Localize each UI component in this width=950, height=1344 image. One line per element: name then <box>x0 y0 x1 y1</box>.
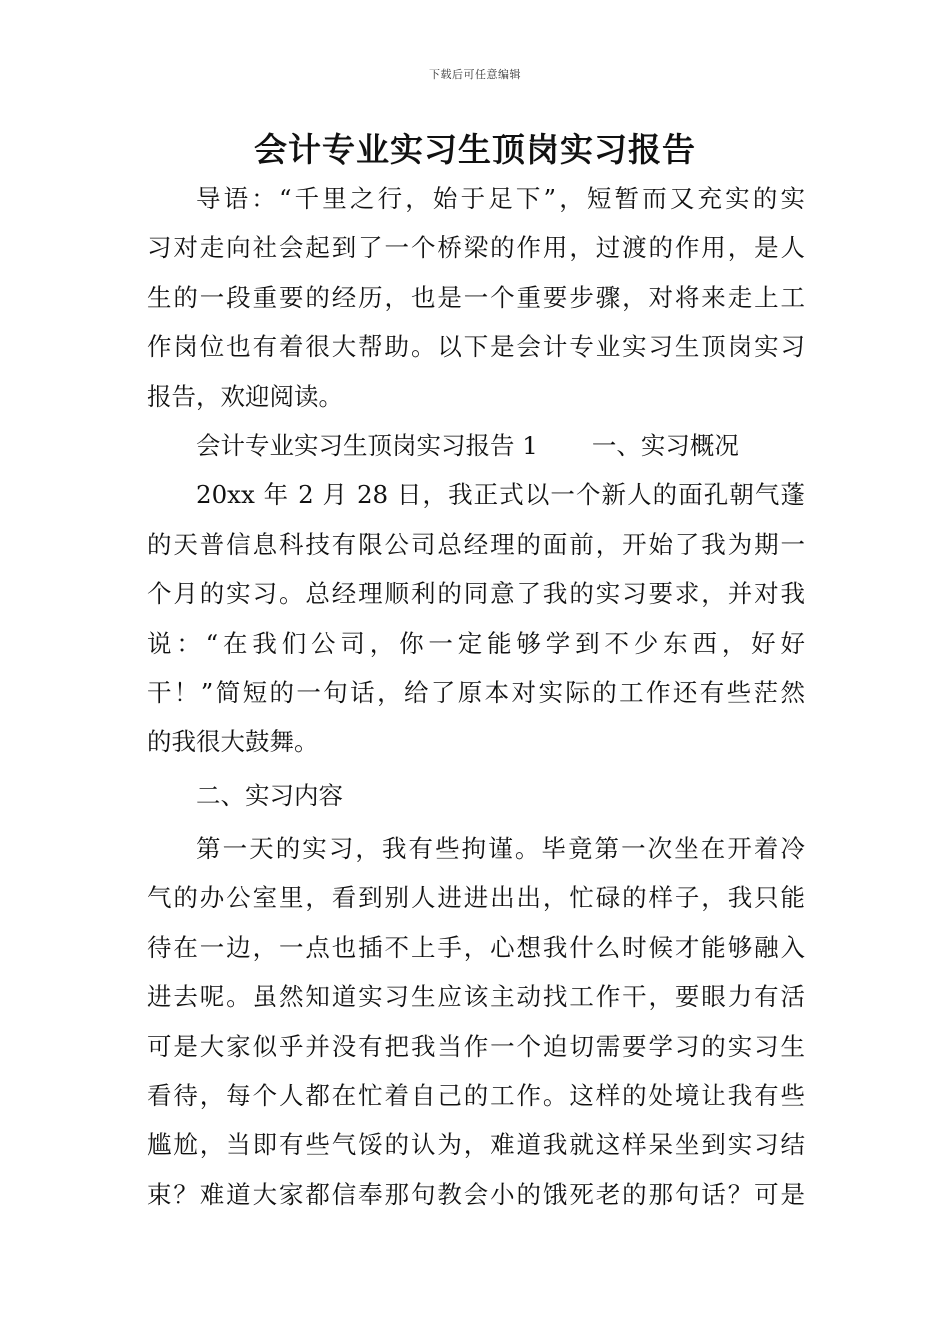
section-heading-content: 二、实习内容 <box>196 780 343 810</box>
section1-line: 说：“在我们公司，你一定能够学到不少东西，好好 <box>147 628 805 658</box>
intro-line: 报告，欢迎阅读。 <box>147 381 343 411</box>
section1-line: 的我很大鼓舞。 <box>147 727 319 757</box>
intro-line: 作岗位也有着很大帮助。以下是会计专业实习生顶岗实习 <box>147 332 805 362</box>
section2-line: 气的办公室里，看到别人进进出出，忙碌的样子，我只能 <box>147 883 805 913</box>
intro-line: 导语：“千里之行，始于足下”，短暂而又充实的实 <box>196 184 805 213</box>
section1-line: 干！”简短的一句话，给了原本对实际的工作还有些茫然 <box>147 677 805 707</box>
intro-line: 习对走向社会起到了一个桥梁的作用，过渡的作用，是人 <box>147 233 805 263</box>
section2-paragraph <box>147 824 805 1219</box>
section2-line: 进去呢。虽然知道实习生应该主动找工作干，要眼力有活 <box>147 982 805 1012</box>
section1-line: 的天普信息科技有限公司总经理的面前，开始了我为期一 <box>147 529 805 559</box>
section2-line: 待在一边，一点也插不上手，心想我什么时候才能够融入 <box>147 932 805 962</box>
document-title: 会计专业实习生顶岗实习报告 <box>254 130 696 169</box>
section-heading-overview: 一、实习概况 <box>591 430 739 460</box>
section1-line: 20xx 年 2 月 28 日，我正式以一个新人的面孔朝气蓬 <box>196 480 805 510</box>
intro-line: 生的一段重要的经历，也是一个重要步骤，对将来走上工 <box>147 282 805 312</box>
header-note: 下载后可任意编辑 <box>429 68 521 81</box>
document-body <box>147 174 805 1219</box>
section2-line: 看待，每个人都在忙着自己的工作。这样的处境让我有些 <box>147 1081 805 1111</box>
report-heading-title: 会计专业实习生顶岗实习报告 1 <box>196 430 538 460</box>
intro-paragraph <box>147 174 805 421</box>
section2-line: 可是大家似乎并没有把我当作一个迫切需要学习的实习生 <box>147 1031 805 1061</box>
report-heading <box>147 421 805 470</box>
section2-line: 束？难道大家都信奉那句教会小的饿死老的那句话？可是 <box>147 1179 805 1209</box>
section1-line: 个月的实习。总经理顺利的同意了我的实习要求，并对我 <box>147 579 805 609</box>
section2-line: 第一天的实习，我有些拘谨。毕竟第一次坐在开着冷 <box>196 834 805 864</box>
section1-paragraph <box>147 470 805 766</box>
section2-line: 尴尬，当即有些气馁的认为，难道我就这样呆坐到实习结 <box>147 1130 805 1160</box>
